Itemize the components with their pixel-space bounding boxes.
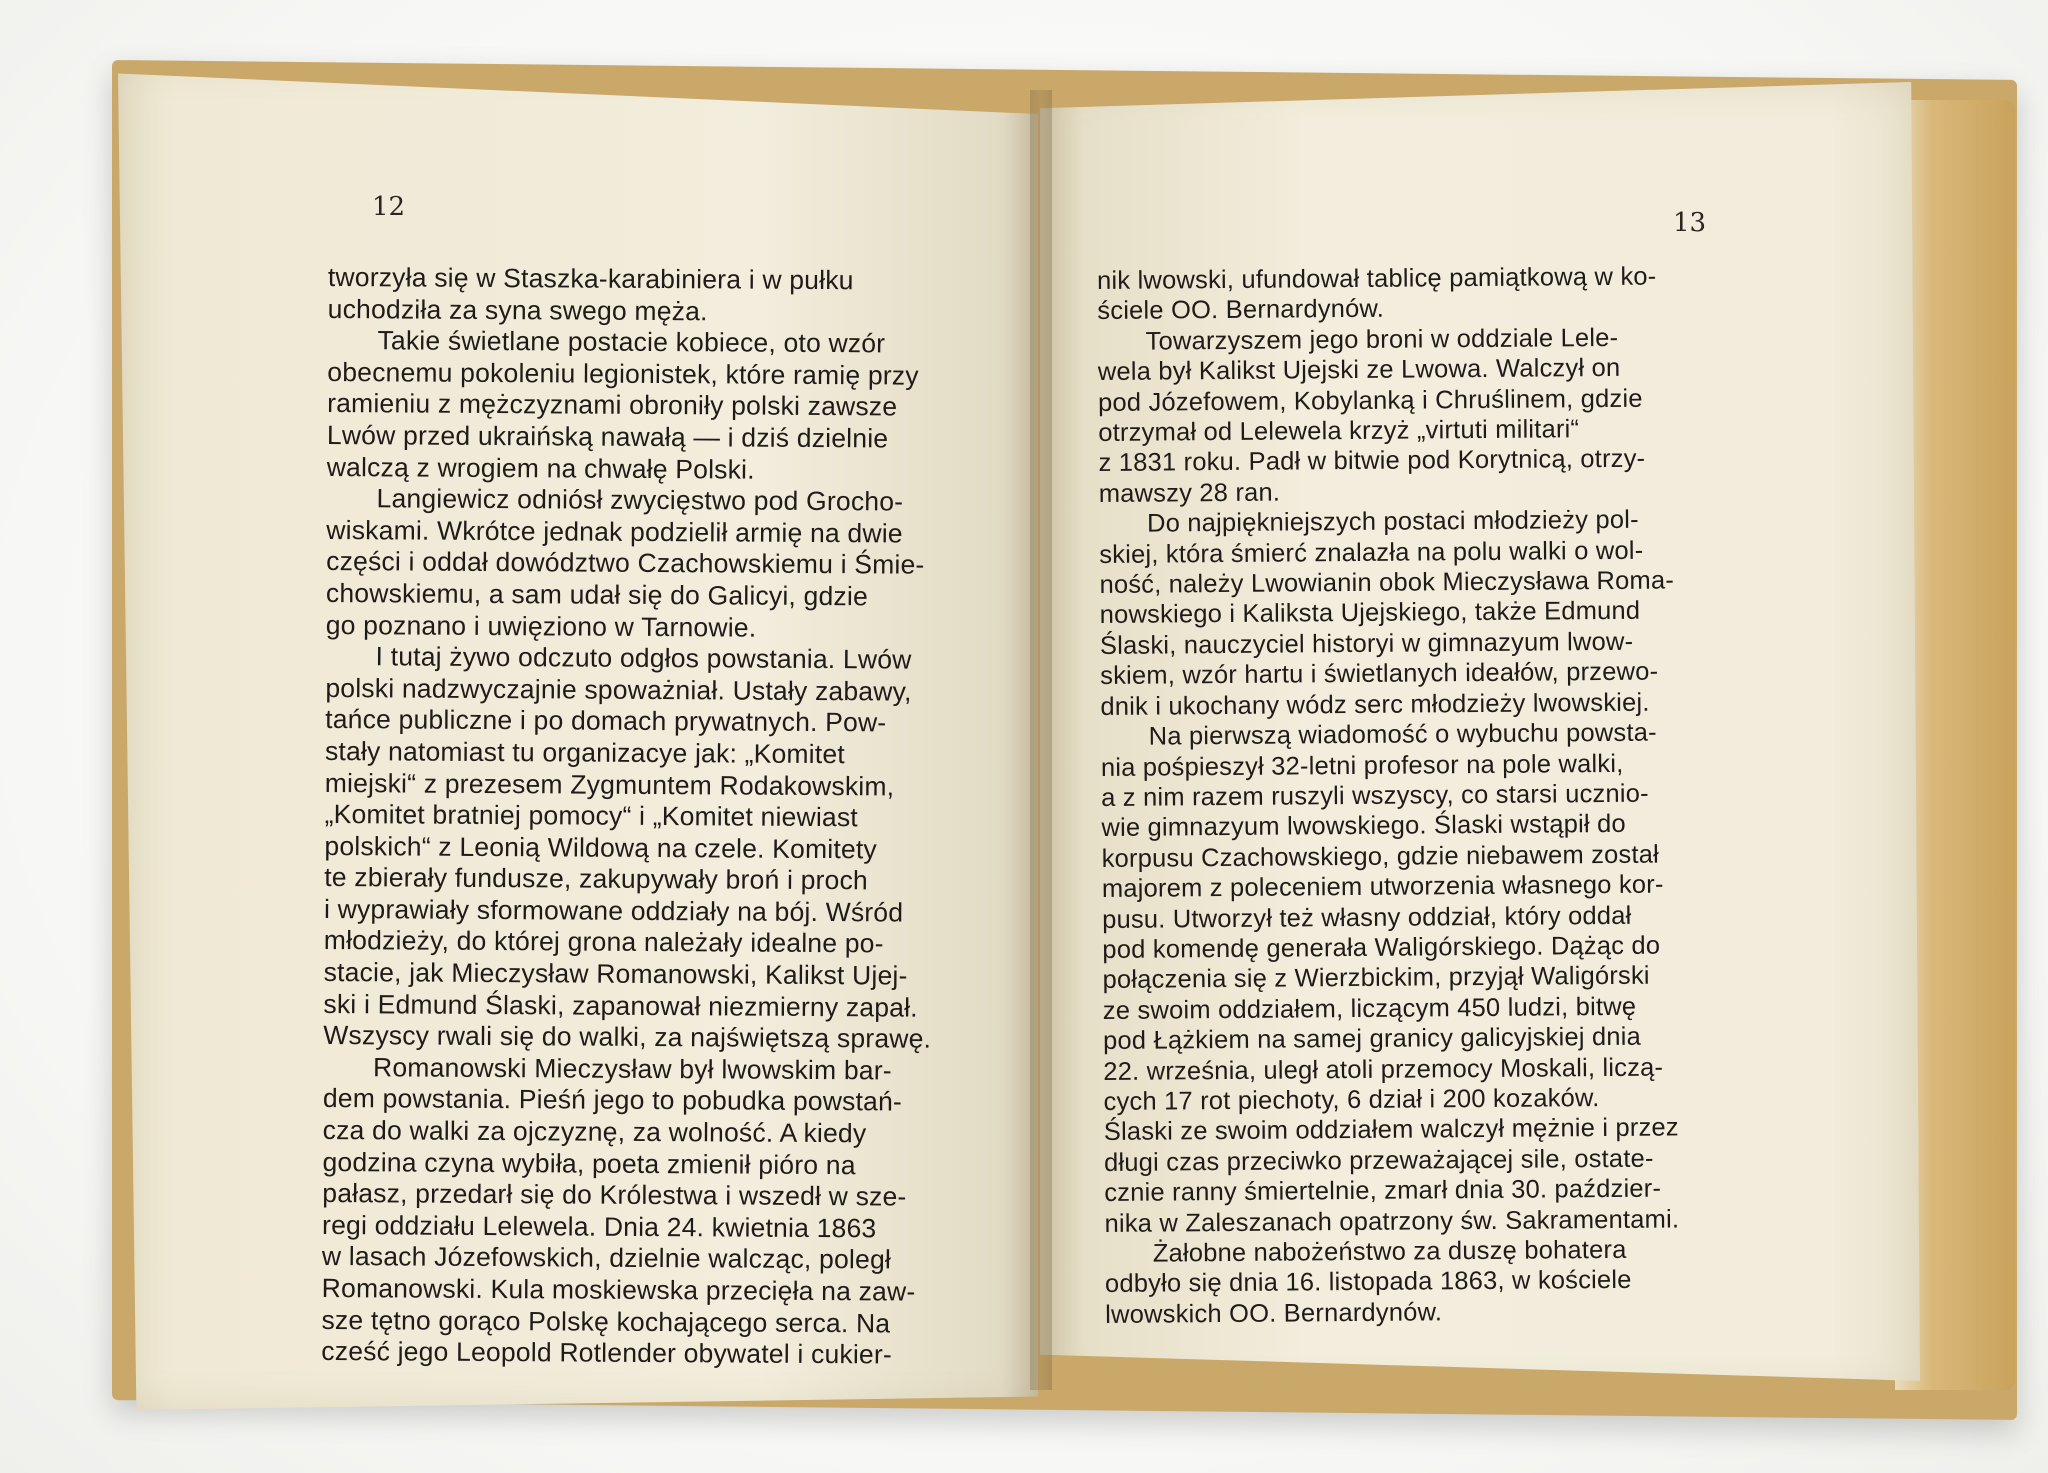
text-line: majorem z poleceniem utworzenia własnego kor- bbox=[1101, 870, 1664, 904]
text-line: w lasach Józefowskich, dzielnie walcząc, poległ bbox=[321, 1241, 892, 1275]
text-line: młodzieży, do której grona należały idealne po- bbox=[323, 925, 884, 959]
text-line: ramieniu z mężczyznami obroniły polski zawsze bbox=[327, 388, 898, 422]
text-line: cza do walki za ojczyznę, za wolność. A kiedy bbox=[322, 1115, 867, 1149]
left-page-text bbox=[321, 262, 968, 1372]
text-line: Wszyscy rwali się do walki, za najświętszą sprawę. bbox=[323, 1020, 932, 1054]
book-gutter bbox=[1030, 90, 1052, 1390]
text-line: mawszy 28 ran. bbox=[1098, 478, 1281, 508]
text-line: Na pierwszą wiadomość o wybuchu powsta- bbox=[1148, 718, 1657, 751]
text-line: wela był Kalikst Ujejski ze Lwowa. Walczył on bbox=[1097, 354, 1621, 387]
text-line: tańce publiczne i po domach prywatnych. Pow- bbox=[325, 704, 887, 738]
text-line: go poznano i uwięziono w Tarnowie. bbox=[325, 609, 757, 643]
text-line: Romanowski Mieczysław był lwowskim bar- bbox=[372, 1052, 892, 1086]
text-line: nia pośpieszył 32-letni profesor na pole walki, bbox=[1100, 749, 1624, 782]
text-line: stacie, jak Mieczysław Romanowski, Kalikst Ujej- bbox=[323, 957, 908, 991]
text-line: skiem, wzór hartu i świetlanych ideałów, przewo- bbox=[1100, 657, 1659, 691]
text-line: Ślaski ze swoim oddziałem walczył mężnie i przez bbox=[1103, 1113, 1679, 1147]
text-line: lwowskich OO. Bernardynów. bbox=[1105, 1298, 1443, 1329]
text-line: Do najpiękniejszych postaci młodzieży pol- bbox=[1146, 506, 1639, 538]
text-line: obecnemu pokoleniu legionistek, które ramię przy bbox=[327, 356, 919, 391]
text-line: pod Józefowem, Kobylanką i Chruślinem, gdzie bbox=[1097, 384, 1643, 417]
text-line: Takie świetlane postacie kobiece, oto wzór bbox=[377, 325, 886, 359]
text-line: dem powstania. Pieśń jego to pobudka powstań- bbox=[322, 1083, 903, 1117]
text-line: dnik i ukochany wódz serc młodzieży lwowskiej. bbox=[1100, 688, 1650, 721]
text-line: skiej, która śmierć znalazła na polu walki o wol- bbox=[1099, 536, 1644, 569]
text-line: godzina czyna wybiła, poeta zmienił pióro na bbox=[322, 1146, 856, 1180]
text-line: wie gimnazyum lwowskiego. Ślaski wstąpił do bbox=[1101, 810, 1626, 843]
text-line: cześć jego Leopold Rotlender obywatel i cukier- bbox=[321, 1336, 893, 1370]
text-line: Langiewicz odniósł zwycięstwo pod Grocho- bbox=[376, 483, 904, 517]
text-line: „Komitet bratniej pomocy“ i „Komitet niewiast bbox=[324, 799, 859, 833]
text-line: miejski“ z prezesem Zygmuntem Rodakowskim, bbox=[324, 767, 895, 801]
text-line: pałasz, przedarł się do Królestwa i wszedł w sze- bbox=[322, 1178, 907, 1212]
text-line: polskich“ z Leonią Wildową na czele. Komitety bbox=[324, 830, 878, 865]
text-line: długi czas przeciwko przeważającej sile, ostate- bbox=[1103, 1144, 1654, 1177]
text-line: pod Łążkiem na samej granicy galicyjskiej dnia bbox=[1102, 1022, 1642, 1056]
text-line: regi oddziału Lelewela. Dnia 24. kwietnia 1863 bbox=[322, 1209, 877, 1244]
text-line: I tutaj żywo odczuto odgłos powstania. Lwów bbox=[375, 641, 912, 675]
text-line: walczą z wrogiem na chwałę Polski. bbox=[326, 451, 755, 485]
text-line: 22. września, uległ atoli przemocy Moskali, liczą- bbox=[1103, 1053, 1664, 1086]
text-line: nika w Zaleszanach opatrzony św. Sakramentami. bbox=[1104, 1205, 1680, 1238]
text-line: cznie ranny śmiertelnie, zmarł dnia 30. paździer- bbox=[1104, 1174, 1662, 1208]
text-line: te zbierały fundusze, zakupywały broń i proch bbox=[324, 862, 869, 896]
text-line: chowskiemu, a sam udał się do Galicyi, gdzie bbox=[325, 577, 869, 612]
text-line: Romanowski. Kula moskiewska przecięła na zaw- bbox=[321, 1272, 916, 1307]
text-line: tworzyła się w Staszka-karabiniera i w pułku bbox=[327, 262, 854, 296]
right-page-number: 13 bbox=[1673, 208, 1707, 238]
text-line: ze swoim oddziałem, liczącym 450 ludzi, bitwę bbox=[1102, 992, 1637, 1025]
text-line: ściele OO. Bernardynów. bbox=[1097, 295, 1385, 326]
text-line: korpusu Czachowskiego, gdzie niebawem został bbox=[1101, 840, 1660, 873]
text-line: sze tętno gorąco Polskę kochającego serca. Na bbox=[321, 1304, 891, 1339]
text-line: ność, należy Lwowianin obok Mieczysława Roma- bbox=[1099, 566, 1675, 600]
text-line: pusu. Utworzył też własny oddział, który oddał bbox=[1102, 901, 1632, 934]
text-line: Towarzyszem jego broni w oddziale Lele- bbox=[1145, 323, 1619, 356]
text-line: nik lwowski, ufundował tablicę pamiątkową w ko- bbox=[1097, 262, 1657, 295]
left-page-number: 12 bbox=[372, 192, 406, 222]
text-line: uchodziła za syna swego męża. bbox=[327, 293, 708, 326]
text-line: Ślaski, nauczyciel historyi w gimnazyum lwow- bbox=[1099, 627, 1634, 660]
text-line: wiskami. Wkrótce jednak podzielił armię na dwie bbox=[326, 514, 903, 549]
right-page-text bbox=[1097, 261, 1765, 1330]
text-line: części i oddał dowództwo Czachowskiemu i Śmie- bbox=[326, 546, 925, 580]
text-line: pod komendę generała Waligórskiego. Dążąc do bbox=[1102, 931, 1661, 964]
text-line: ski i Edmund Ślaski, zapanował niezmierny zapał. bbox=[323, 988, 918, 1023]
text-line: cych 17 rot piechoty, 6 dział i 200 kozaków. bbox=[1103, 1084, 1600, 1116]
text-line: Żałobne nabożeństwo za duszę bohatera bbox=[1152, 1235, 1627, 1268]
text-line: połączenia się z Wierzbickim, przyjął Waligórski bbox=[1102, 962, 1650, 995]
text-line: otrzymał od Lelewela krzyż „virtuti militari“ bbox=[1098, 415, 1580, 448]
text-line: odbyło się dnia 16. listopada 1863, w kościele bbox=[1104, 1266, 1632, 1299]
text-line: polski nadzwyczajnie spoważniał. Ustały zabawy, bbox=[325, 672, 912, 707]
text-line: a z nim razem ruszyli wszyscy, co starsi ucznio- bbox=[1101, 779, 1649, 812]
text-line: i wyprawiały sformowane oddziały na bój. Wśród bbox=[323, 893, 904, 928]
text-line: stały natomiast tu organizacye jak: „Komitet bbox=[324, 735, 845, 770]
text-line: Lwów przed ukraińską nawałą — i dziś dzielnie bbox=[326, 419, 889, 454]
text-line: z 1831 roku. Padł w bitwie pod Korytnicą, otrzy- bbox=[1098, 445, 1646, 478]
text-line: nowskiego i Kaliksta Ujejskiego, także Edmund bbox=[1099, 597, 1641, 630]
